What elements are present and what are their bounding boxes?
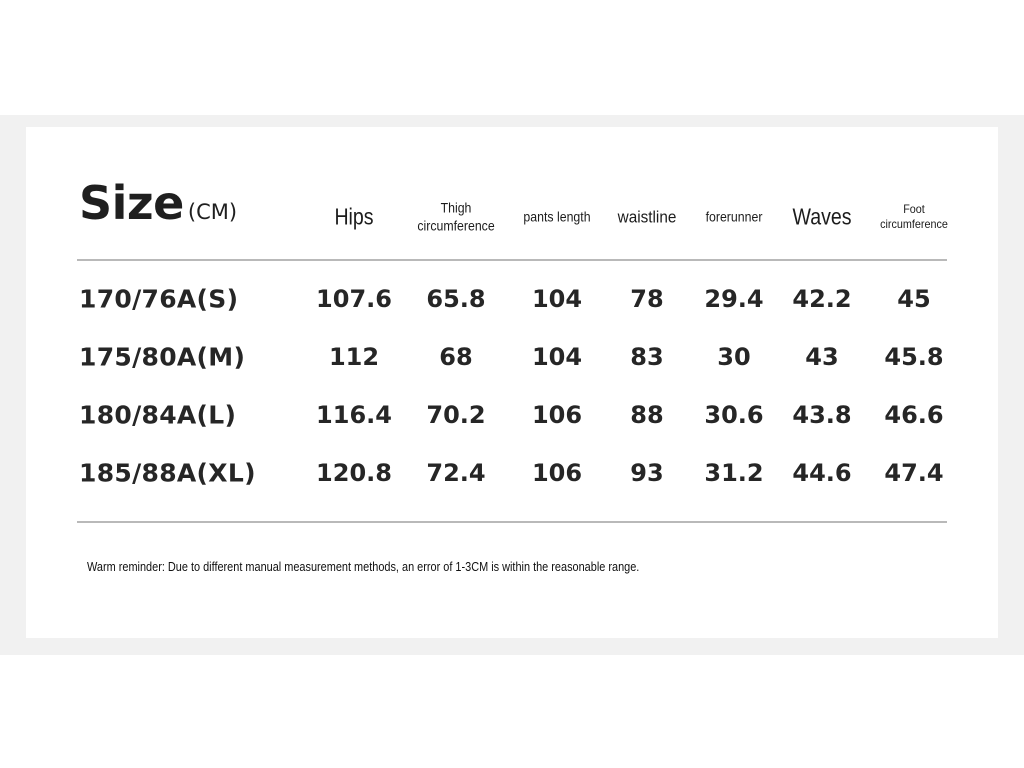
size-label: 170/76A(S) [79,284,239,314]
column-header-hips: Hips [334,203,374,230]
table-cell-waistline: 83 [630,343,664,371]
table-cell-forerunner: 29.4 [704,285,764,313]
column-header-waves: Waves [792,203,852,230]
table-cell-hips: 107.6 [316,285,392,313]
table-cell-foot-circumference: 45.8 [884,343,944,371]
column-header-waistline: waistline [617,207,677,227]
size-label: 175/80A(M) [79,342,246,372]
table-cell-hips: 116.4 [316,401,392,429]
table-cell-thigh-circumference: 65.8 [426,285,486,313]
table-cell-waistline: 88 [630,401,664,429]
table-cell-forerunner: 31.2 [704,459,764,487]
table-cell-pants-length: 106 [531,459,583,487]
table-cell-hips: 112 [328,343,380,371]
table-cell-hips: 120.8 [316,459,392,487]
title-unit: (CM) [187,200,238,224]
table-bottom-divider [77,521,947,523]
table-cell-waves: 42.2 [792,285,852,313]
title-main: Size [79,176,184,230]
table-cell-forerunner: 30.6 [704,401,764,429]
column-header-thigh-circumference: Thigh circumference [417,199,495,233]
table-cell-pants-length: 106 [531,401,583,429]
column-header-forerunner: forerunner [705,208,763,225]
size-label: 185/88A(XL) [79,458,256,488]
table-cell-thigh-circumference: 70.2 [426,401,486,429]
table-cell-waves: 43 [805,343,839,371]
table-cell-forerunner: 30 [717,343,751,371]
column-header-pants-length: pants length [523,208,591,225]
size-chart-title [79,176,238,230]
table-cell-pants-length: 104 [531,285,583,313]
table-cell-waves: 43.8 [792,401,852,429]
table-cell-foot-circumference: 45 [897,285,931,313]
warm-reminder-note: Warm reminder: Due to different manual measurement methods, an error of 1-3CM is within the reasonable range. [87,559,640,574]
table-cell-waistline: 93 [630,459,664,487]
table-cell-foot-circumference: 46.6 [884,401,944,429]
table-cell-pants-length: 104 [531,343,583,371]
table-cell-thigh-circumference: 68 [439,343,473,371]
header-divider [77,259,947,261]
column-header-foot-circumference: Foot circumference [880,202,948,231]
table-cell-waves: 44.6 [792,459,852,487]
table-cell-foot-circumference: 47.4 [884,459,944,487]
table-cell-waistline: 78 [630,285,664,313]
size-label: 180/84A(L) [79,400,237,430]
table-cell-thigh-circumference: 72.4 [426,459,486,487]
